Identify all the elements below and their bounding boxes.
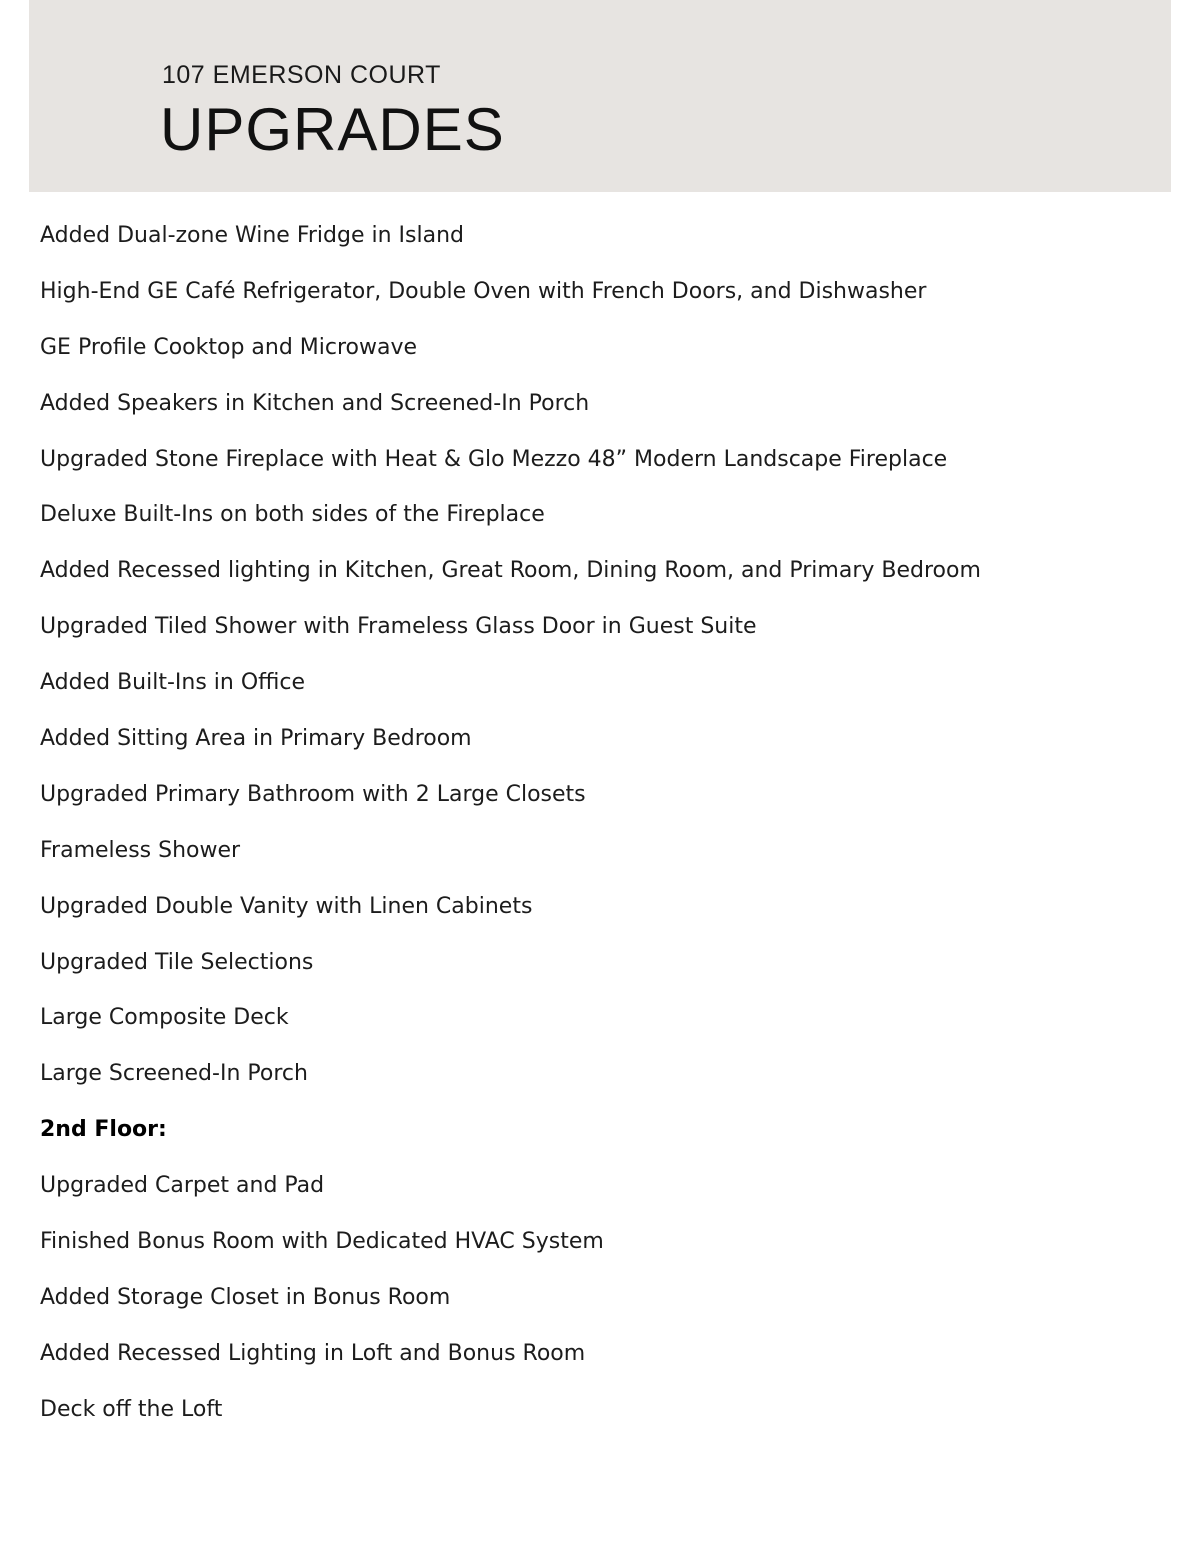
list-item: GE Profile Cooktop and Microwave — [40, 334, 418, 360]
list-item: Added Speakers in Kitchen and Screened-In Porch — [40, 390, 590, 416]
list-item: Added Recessed Lighting in Loft and Bonus Room — [40, 1340, 586, 1366]
list-item: Added Dual-zone Wine Fridge in Island — [40, 223, 465, 248]
list-item: Added Built-Ins in Office — [40, 670, 306, 696]
upgrade-list — [40, 216, 1160, 1446]
list-item: Large Composite Deck — [40, 1005, 289, 1031]
section-heading: 2nd Floor: — [40, 1117, 167, 1143]
list-item: Added Storage Closet in Bonus Room — [40, 1284, 451, 1310]
header-band — [29, 0, 1171, 192]
list-item: Upgraded Carpet and Pad — [40, 1173, 325, 1199]
list-item: Upgraded Double Vanity with Linen Cabinets — [40, 893, 533, 919]
list-item: Finished Bonus Room with Dedicated HVAC System — [40, 1229, 604, 1255]
list-item: Upgraded Tiled Shower with Frameless Glass Door in Guest Suite — [40, 614, 757, 640]
list-item: Deluxe Built-Ins on both sides of the Fireplace — [40, 502, 545, 528]
property-address: 107 EMERSON COURT — [162, 61, 441, 89]
list-item: Deck off the Loft — [40, 1396, 223, 1422]
list-item: Upgraded Tile Selections — [40, 949, 314, 975]
list-item: Added Sitting Area in Primary Bedroom — [40, 726, 472, 752]
list-item: High-End GE Café Refrigerator, Double Oven with French Doors, and Dishwasher — [40, 278, 927, 304]
list-item: Frameless Shower — [40, 837, 241, 863]
list-item: Upgraded Primary Bathroom with 2 Large Closets — [40, 781, 586, 807]
list-item: Large Screened-In Porch — [40, 1061, 308, 1087]
list-item: Upgraded Stone Fireplace with Heat & Glo Mezzo 48” Modern Landscape Fireplace — [40, 446, 948, 472]
list-item: Added Recessed lighting in Kitchen, Great Room, Dining Room, and Primary Bedroom — [40, 558, 981, 584]
page-title: UPGRADES — [160, 96, 505, 163]
